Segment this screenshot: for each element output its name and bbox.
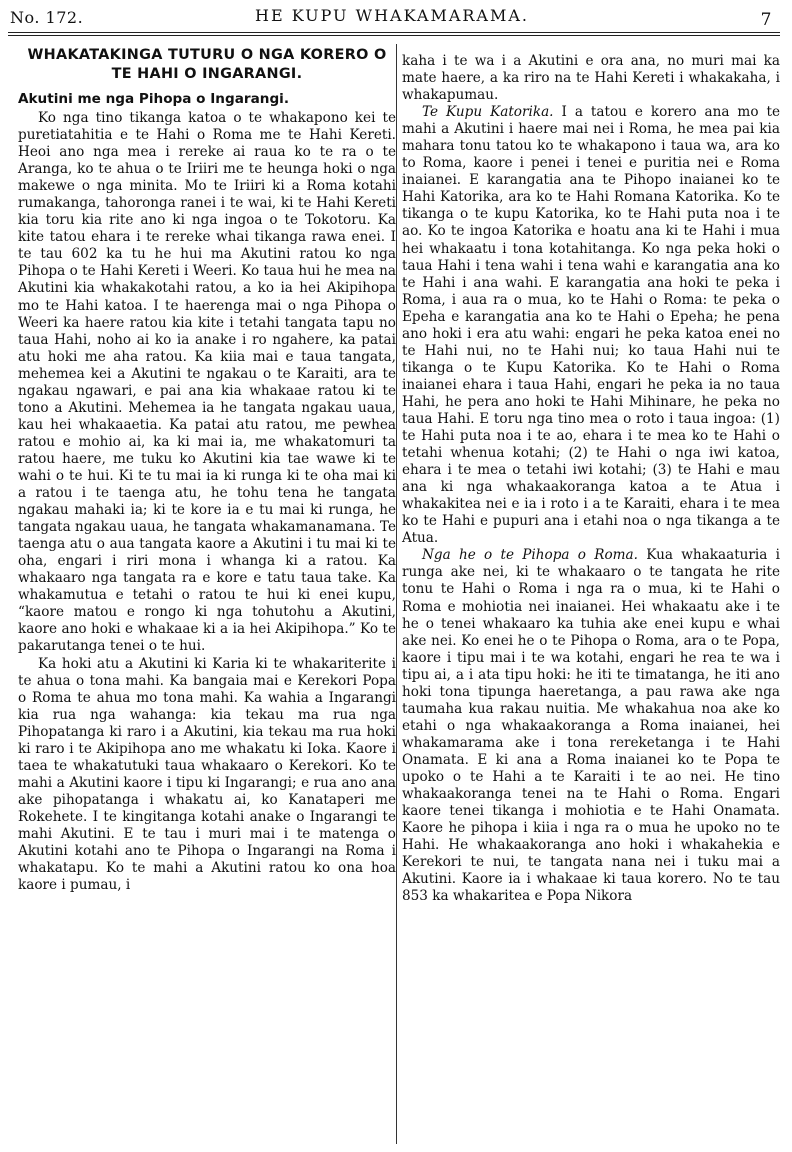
paragraph: Ko nga tino tikanga katoa o te whakapono kei te puretiatahitia e te Hahi o Roma me te Hahi Kereti. Heoi ano nga mea i rereke ai raua ko te ra o te Aranga, ko te ahua o te Iriiri me te heunga hoki o nga makewe o nga minita. Mo te Iriiri ki a Roma kotahi rumakanga, tahoronga ranei i te wai, ki te Hahi Kereti kia toru kia rite ano ki nga ingoa o te Tokotoru. Ka kite tatou ehara i te rereke whai tikanga rawa enei. I te tau 602 ka tu he hui ma Akutini ratou ko nga Pihopa o te Hahi Kereti i Weeri. Ko taua hui he mea na Akutini kia whakakotahi ratou, a ko ia hei Akipihopa mo te Hahi katoa. I te haerenga mai o nga Pihopa o Weeri ka haere ratou kia kite i tetahi tangata tapu no taua Hahi, noho ai ko ia anake i ro ngahere, ka patai atu hoki me aha ratou. Ka kiia mai e taua tangata, mehemea kei a Akutini te ngakau o te Karaiti, ara te ngakau ngawari, e pai ana kia whakaae ratou ki te tono a Akutini. Mehemea ia he tangata ngakau uaua, kau hei whakaaetia. Ka patai atu ratou, me pewhea ratou e mohio ai, ka ki mai ia, me whakatomuri ta ratou haere, me tuku ko Akutini kia tae wawe ki te wahi o te hui. Ki te tu mai ia ki runga ki te oha mai ki a ratou i te taenga atu, he tohu tena he tangata ngakau mahaki ia; ki te kore ia e tu mai ki runga, he tangata ngakau uaua, he tangata whakamanamana. Te taenga atu o aua tangata kaore a Akutini i tu mai ki te oha, engari i riri mona i whanga ki a ratou. Ka whakaaro nga tangata ra e kore e tatu taua take. Ka whakamutua e tetahi o ratou te hui ki enei kupu, “kaore matou e rongo ki nga tohutohu a Akutini, kaore ano hoki e whakaae ki a ia hei Akipihopa.” Ko te pakarutanga tenei o te hui. xyxy=(18,110,396,655)
running-title: HE KUPU WHAKAMARAMA. xyxy=(254,6,529,25)
page-number: 7 xyxy=(760,10,772,30)
paragraph: Ka hoki atu a Akutini ki Karia ki te whakariterite i te ahua o tona mahi. Ka bangaia mai e Kerekori Popa o Roma te ahua mo tona mahi. Ka wahia a Ingarangi kia rua nga wahanga: kia tekau ma rua nga Pihopatanga ki raro i a Akutini, kia tekau ma rua hoki ki raro i te Akipihopa ano me whakatu ki Ioka. Kaore i taea te whakatutuki taua whakaaro o Kerekori. Ko te mahi a Akutini kaore i tipu ki Ingarangi; e rua ano ana ake pihopatanga i whakatu ai, ko Kanataperi me Rokehete. I te kingitanga kotahi anake o Ingarangi te mahi Akutini. E te tau i muri mai i te matenga o Akutini kotahi ano te Pihopa o Ingarangi na Roma i whakatapu. Ko te mahi a Akutini ratou ko ona hoa kaore i pumau, i xyxy=(18,655,396,894)
left-column xyxy=(18,46,396,894)
column-divider xyxy=(396,44,397,1144)
issue-number: No. 172. xyxy=(10,8,84,27)
popa-lead: Nga he o te Pihopa o Roma. xyxy=(422,547,638,564)
header-rule-double xyxy=(8,35,780,36)
paragraph-continuation: kaha i te wa i a Akutini e ora ana, no muri mai ka mate haere, a ka riro na te Hahi Kereti i whakakaha, i whakapumau. xyxy=(402,53,780,104)
popa-body: Kua whakaaturia i runga ake nei, ki te whakaaro o te tangata he rite tonu te Hahi o Roma i nga ra o mua, ki te Hahi o Roma e mohiotia nei inaianei. Hei whakaatu ake i te he o tenei whakaaro ka tuhia ake enei kupu e whai ake nei. Ko enei he o te Pihopa o Roma, ara o te Popa, kaore i tipu mai i te wa kotahi, engari he rea te wa i tipu ai, a i ata tipu hoki: he iti te timatanga, he iti ano hoki tona tipunga haeretanga, a pau rawa ake nga taumaha kua rakau nuitia. Me whakahua noa ake ko etahi o nga whakaakoranga a Roma inaianei, hei whakamarama ake i tona rereketanga i te Hahi Onamata. E ki ana a Roma inaianei ko te Popa te upoko o te Hahi a te Karaiti i te ao nei. He tino whakaakoranga tenei na te Hahi o Roma. Engari kaore tenei tikanga i mohiotia e te Hahi Onamata. Kaore he pihopa i kiia i nga ra o mua he upoko no te Hahi. He whakaakoranga ano hoki i whakahekia e Kerekori te nui, te tangata nana nei i tuku mai a Akutini. Kaore ia i whakaae ki taua korero. No te tau 853 ka whakaritea e Popa Nikora xyxy=(402,547,780,905)
katorika-lead: Te Kupu Katorika. xyxy=(422,104,554,121)
header-rule xyxy=(8,32,780,33)
article-title: WHAKATAKINGA TUTURU O NGA KORERO O TE HAHI O INGARANGI. xyxy=(27,47,387,82)
section-heading: Akutini me nga Pihopa o Ingarangi. xyxy=(18,91,289,107)
right-column xyxy=(402,53,780,905)
paragraph-katorika xyxy=(402,104,780,547)
paragraph-popa xyxy=(402,547,780,905)
page-header xyxy=(8,2,776,30)
katorika-body: I a tatou e korero ana mo te mahi a Akutini i haere mai nei i Roma, he mea pai kia mahara tonu tatou ko te whakapono i taua wa, ara ko to Roma, kaore i penei i tenei e puritia nei e Roma inaianei. E karangatia ana te Pihopo inaianei ko te Hahi Katorika, ara ko te Hahi Romana Katorika. Ko te tikanga o te kupu Katorika, ko te Hahi puta noa i te ao. Ko te ingoa Katorika e hoatu ana ki te Hahi i mua hei whakaatu i tona kotahitanga. Ko nga peka hoki o taua Hahi i tena wahi i tena wahi e karangatia ana ko te Hahi i ana wahi. E karangatia ana hoki te peka i Roma, i aua ra o mua, ko te Hahi o Roma: te peka o Epeha e karangatia ana ko te Hahi o Epeha; he pena ano hoki i era atu wahi: engari he peka katoa enei no te Hahi nui, no te Hahi nui; ko taua Hahi nui te tikanga o te Kupu Katorika. Ko te Hahi o Roma inaianei ehara i taua Hahi, engari he peka ia no taua Hahi, he pera ano hoki te Hahi Mihinare, he peka no taua Hahi. E toru nga tino mea o roto i taua ingoa: (1) te Hahi puta noa i te ao, ehara i te mea ko te Hahi o tetahi whenua kotahi; (2) te Hahi o nga iwi katoa, ehara i te mea o tetahi iwi kotahi; (3) te Hahi e mau ana ki nga whakaakoranga katoa a te Atua i whakakitea nei e ia i roto i a te Karaiti, ehara i te mea ko te Hahi e pupuri ana i etahi noa o nga tikanga a te Atua. xyxy=(402,104,780,547)
